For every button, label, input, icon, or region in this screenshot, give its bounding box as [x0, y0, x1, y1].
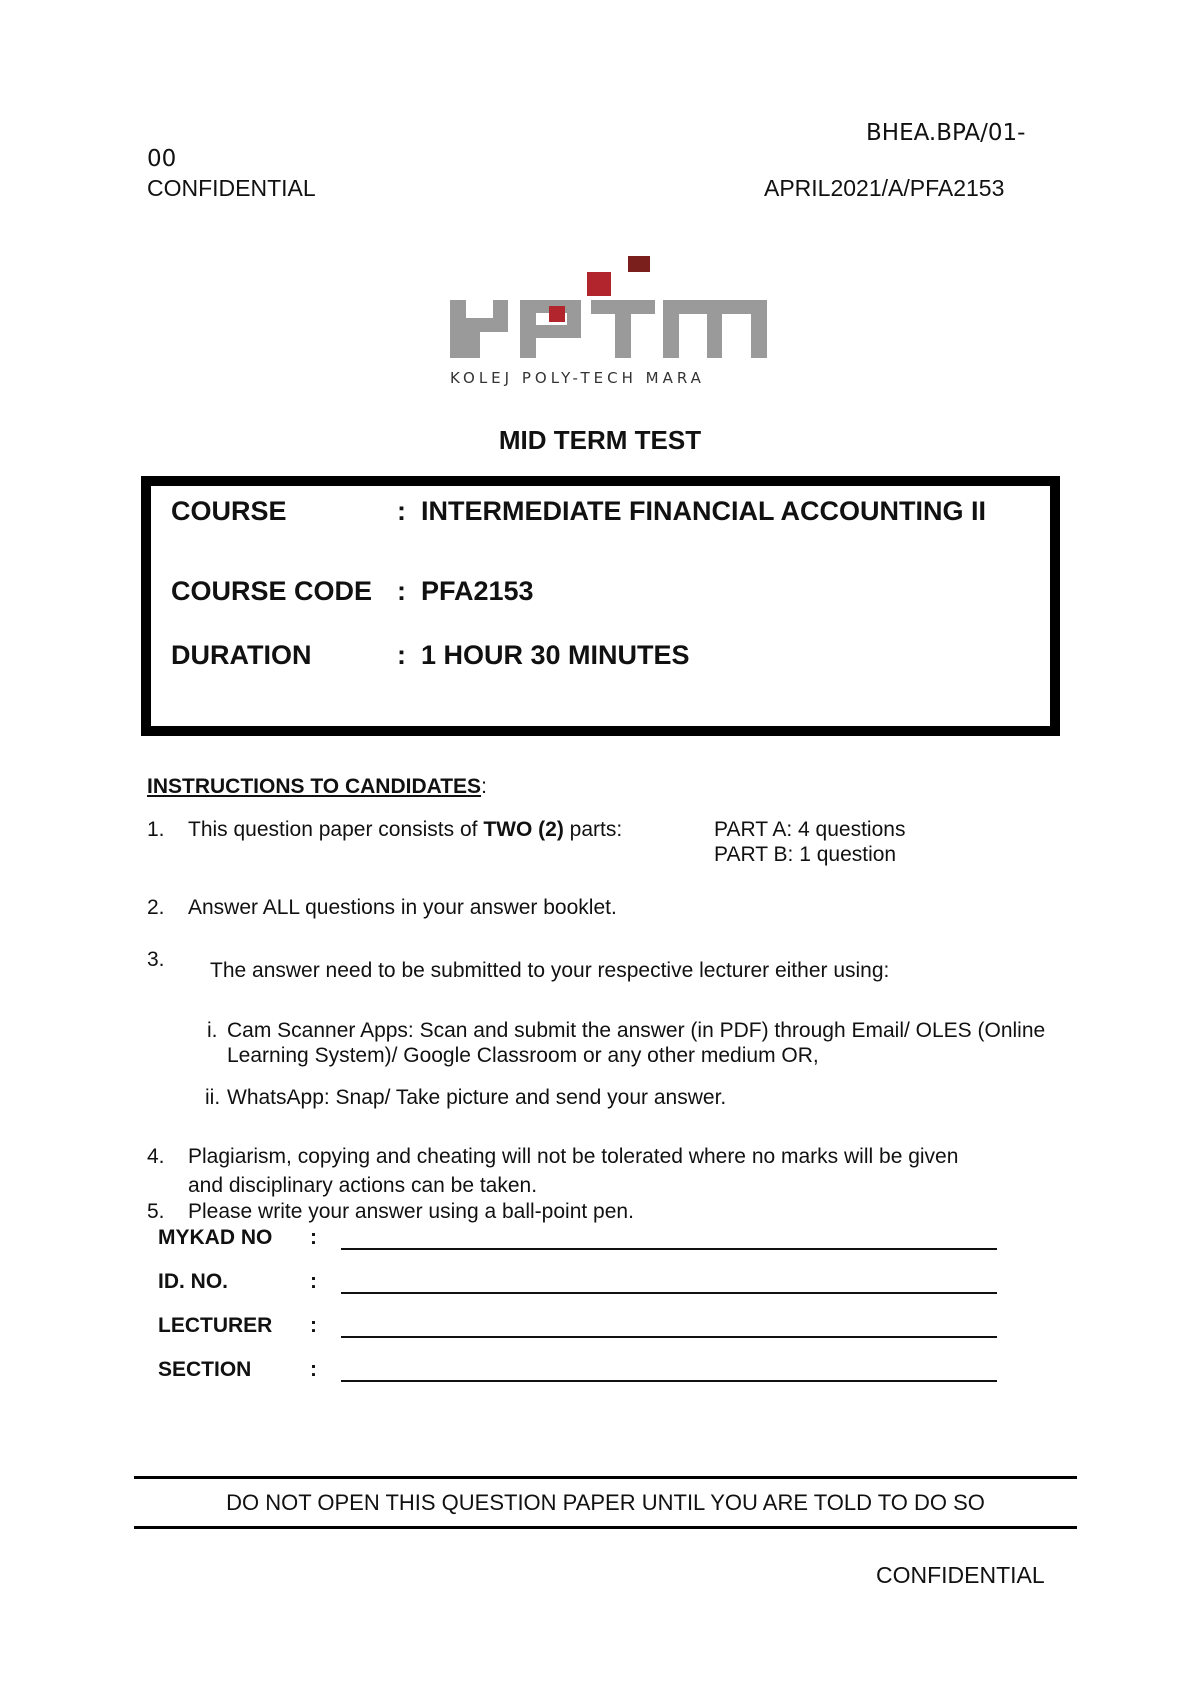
- lecturer-label: LECTURER: [158, 1314, 273, 1337]
- reference-code-line2: 00: [147, 146, 177, 172]
- instruction-3-ii: WhatsApp: Snap/ Take picture and send your answer.: [227, 1086, 727, 1109]
- section-separator: :: [310, 1358, 317, 1381]
- paper-code: APRIL2021/A/PFA2153: [764, 175, 1005, 201]
- duration-separator: :: [397, 640, 406, 670]
- instruction-2-number: 2.: [147, 896, 165, 919]
- confidential-footer: CONFIDENTIAL: [876, 1562, 1045, 1588]
- instructions-heading-colon: :: [481, 775, 487, 798]
- instruction-3-number: 3.: [147, 948, 165, 971]
- instruction-3-i-number: i.: [207, 1019, 218, 1042]
- logo-tagline: KOLEJ POLY-TECH MARA: [450, 369, 705, 387]
- instruction-4-line1: Plagiarism, copying and cheating will not be tolerated where no marks will be given: [188, 1145, 959, 1168]
- instruction-1-number: 1.: [147, 818, 165, 841]
- course-label: COURSE: [171, 496, 287, 526]
- section-label: SECTION: [158, 1358, 252, 1381]
- instruction-3-i-line1: Cam Scanner Apps: Scan and submit the answer (in PDF) through Email/ OLES (Online: [227, 1019, 1046, 1042]
- instructions-heading-text: INSTRUCTIONS TO CANDIDATES: [147, 775, 482, 798]
- part-a-info: PART A: 4 questions: [714, 818, 906, 841]
- course-value: INTERMEDIATE FINANCIAL ACCOUNTING II: [421, 496, 986, 526]
- course-code-value: PFA2153: [421, 576, 534, 606]
- course-separator: :: [397, 496, 406, 526]
- duration-value: 1 HOUR 30 MINUTES: [421, 640, 690, 670]
- page-title: MID TERM TEST: [498, 425, 702, 455]
- instruction-5-number: 5.: [147, 1200, 165, 1223]
- mykad-label: MYKAD NO: [158, 1226, 273, 1249]
- warning-rule-bottom: [134, 1526, 1077, 1529]
- instruction-1-bold: TWO (2): [483, 818, 564, 841]
- course-code-separator: :: [397, 576, 406, 606]
- id-no-separator: :: [310, 1270, 317, 1293]
- instructions-heading: [147, 775, 487, 799]
- instruction-2: Answer ALL questions in your answer booklet.: [188, 896, 617, 919]
- id-no-label: ID. NO.: [158, 1270, 229, 1293]
- mykad-separator: :: [310, 1226, 317, 1249]
- instruction-3-i-line2: Learning System)/ Google Classroom or any other medium OR,: [227, 1044, 819, 1067]
- id-no-blank-line[interactable]: [341, 1292, 997, 1294]
- part-b-info: PART B: 1 question: [714, 843, 897, 866]
- mykad-blank-line[interactable]: [341, 1248, 997, 1250]
- instruction-1-post: parts:: [563, 818, 623, 841]
- instruction-5: Please write your answer using a ball-point pen.: [188, 1200, 634, 1223]
- instruction-1: [188, 818, 622, 842]
- instruction-3: The answer need to be submitted to your respective lecturer either using:: [210, 959, 890, 982]
- duration-label: DURATION: [171, 640, 312, 670]
- lecturer-blank-line[interactable]: [341, 1336, 997, 1338]
- warning-rule-top: [134, 1476, 1077, 1479]
- instruction-3-ii-number: ii.: [205, 1086, 221, 1109]
- section-blank-line[interactable]: [341, 1380, 997, 1382]
- do-not-open-warning: DO NOT OPEN THIS QUESTION PAPER UNTIL YOU ARE TOLD TO DO SO: [226, 1490, 985, 1515]
- confidential-header: CONFIDENTIAL: [147, 175, 316, 201]
- reference-code-line1: BHEA.BPA/01-: [866, 120, 1026, 146]
- kptm-logo: [445, 248, 770, 388]
- instruction-4-line2: and disciplinary actions can be taken.: [188, 1174, 538, 1197]
- course-info-box: [141, 476, 1060, 736]
- instruction-1-pre: This question paper consists of: [188, 818, 484, 841]
- instruction-4-number: 4.: [147, 1145, 165, 1168]
- course-code-label: COURSE CODE: [171, 576, 373, 606]
- lecturer-separator: :: [310, 1314, 317, 1337]
